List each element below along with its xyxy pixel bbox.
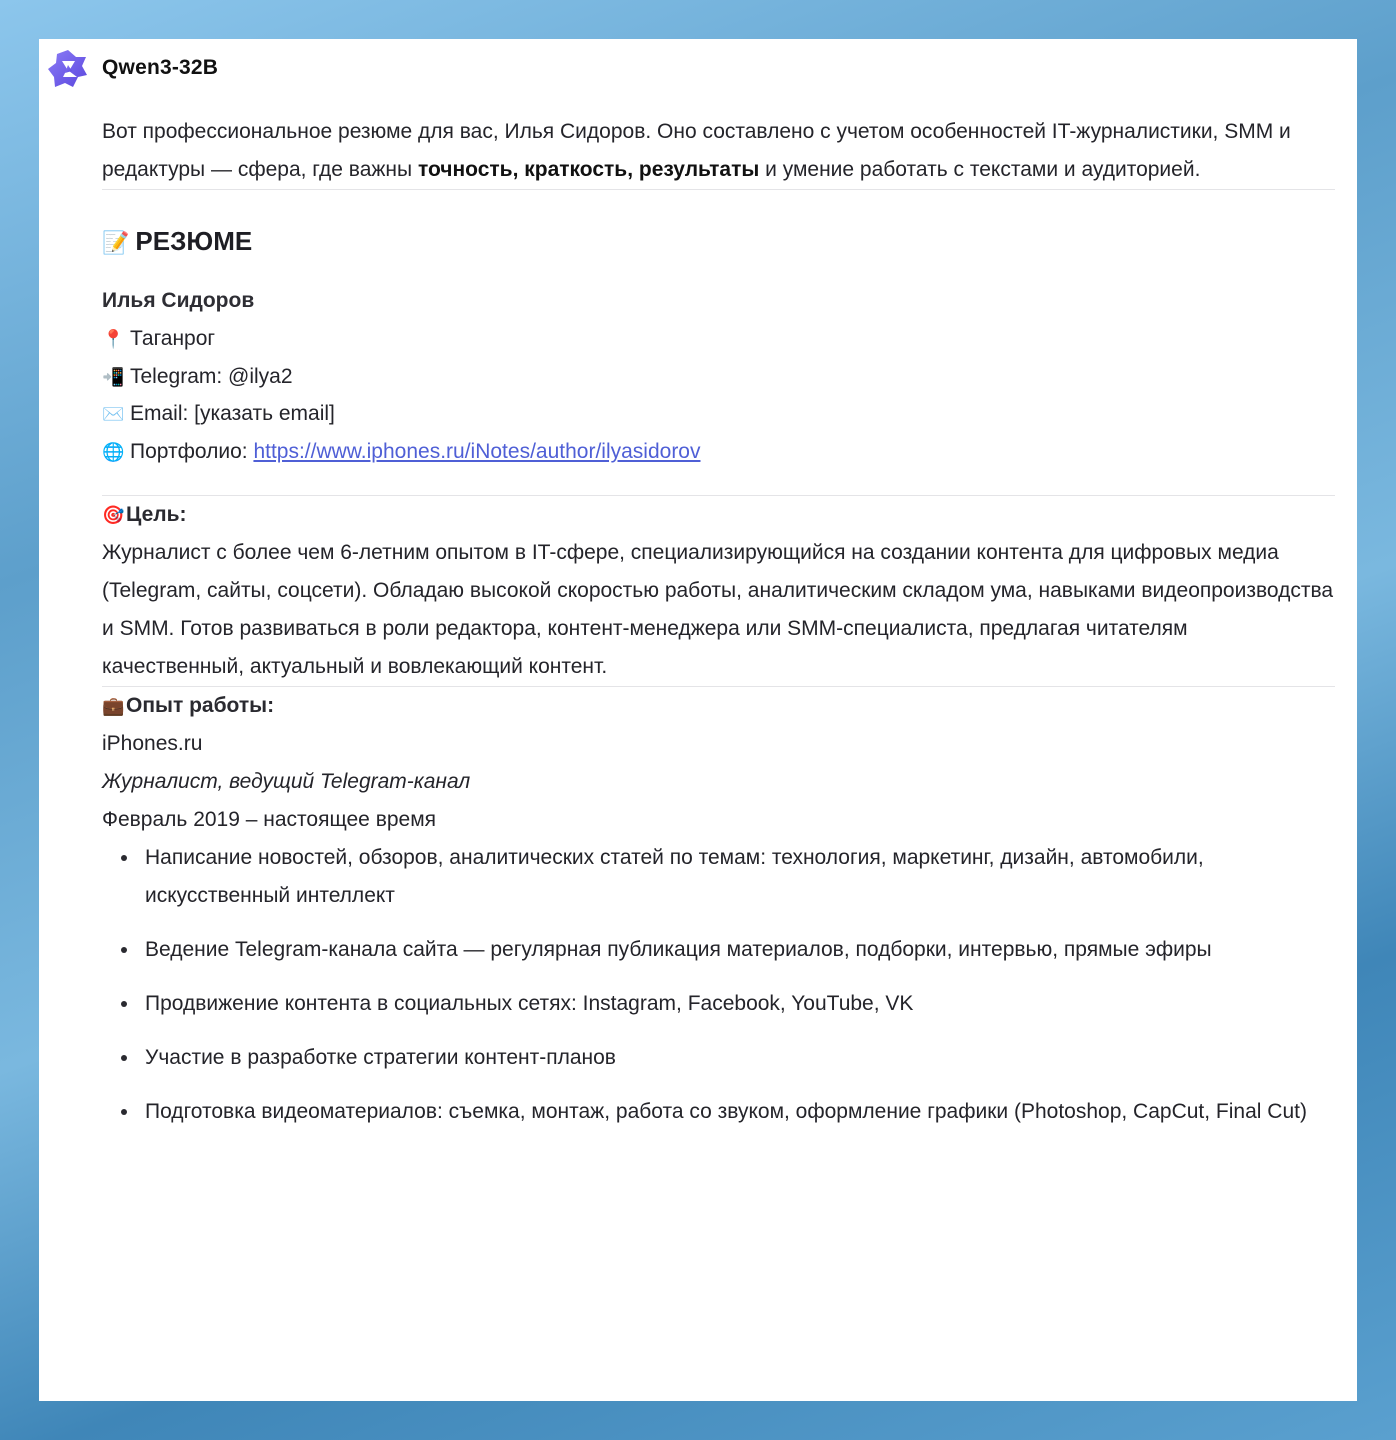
intro-paragraph xyxy=(102,113,1335,189)
contact-telegram xyxy=(102,358,1335,396)
telegram-text: Telegram: @ilya2 xyxy=(130,364,293,388)
briefcase-icon: 💼 xyxy=(102,695,125,716)
goal-title: Цель: xyxy=(126,502,187,526)
duties-list xyxy=(102,839,1335,1131)
phone-icon: 📲 xyxy=(102,366,125,387)
resume-title: РЕЗЮМЕ xyxy=(135,226,253,256)
experience-heading xyxy=(102,687,1335,725)
pin-icon: 📍 xyxy=(102,329,125,349)
candidate-name: Илья Сидоров xyxy=(102,289,255,312)
globe-icon: 🌐 xyxy=(102,442,125,463)
qwen-logo-icon xyxy=(45,47,91,93)
memo-icon: 📝 xyxy=(102,230,130,255)
list-item: Подготовка видеоматериалов: съемка, монтаж, работа со звуком, оформление графики (Photoshop, CapCut, Final Cut) xyxy=(145,1093,1335,1131)
intro-bold: точность, краткость, результаты xyxy=(417,158,760,181)
list-item: Продвижение контента в социальных сетях: Instagram, Facebook, YouTube, VK xyxy=(145,985,1335,1023)
list-item: Участие в разработке стратегии контент-планов xyxy=(145,1039,1335,1077)
divider xyxy=(102,189,1335,190)
experience-title: Опыт работы: xyxy=(126,693,275,717)
intro-text-after: и умение работать с текстами и аудиторией. xyxy=(759,158,1201,181)
list-item: Написание новостей, обзоров, аналитических статей по темам: технология, маркетинг, дизайн, автомобили, искусственный интеллект xyxy=(145,839,1335,915)
contact-email xyxy=(102,395,1335,433)
goal-text: Журналист с более чем 6-летним опытом в IT-сфере, специализирующийся на создании контента для цифровых медиа (Telegram, сайты, соцсети). Обладаю высокой скоростью работы, аналитическим складом ума, навыками видеопроизводства и SMM. Готов развиваться в роли редактора, контент-менеджера или SMM-специалиста, предлагая читателям качественный, актуальный и вовлекающий контент. xyxy=(102,540,1334,678)
location-text: Таганрог xyxy=(130,327,216,350)
job-role: Журналист, ведущий Telegram-канал xyxy=(102,769,471,793)
message-header xyxy=(39,39,1357,109)
portfolio-link[interactable]: https://www.iphones.ru/iNotes/author/ilyasidorov xyxy=(253,440,701,464)
chat-message-card xyxy=(39,39,1357,1401)
target-icon: 🎯 xyxy=(102,504,125,525)
portfolio-label: Портфолио: xyxy=(130,440,254,464)
email-text: Email: [указать email] xyxy=(130,402,335,426)
intro-text-before: Вот профессиональное резюме для вас, Илья Сидоров. Оно составлено с учетом особенностей IT-журналистики, SMM и редактуры — сфера, где важны xyxy=(102,120,1291,181)
company-name: iPhones.ru xyxy=(102,731,203,755)
contact-location xyxy=(102,320,1335,358)
message-content xyxy=(102,113,1335,1147)
resume-heading xyxy=(102,222,1335,262)
goal-heading xyxy=(102,496,1335,534)
contact-list xyxy=(102,320,1335,471)
list-item: Ведение Telegram-канала сайта — регулярная публикация материалов, подборки, интервью, прямые эфиры xyxy=(145,931,1335,969)
model-name: Qwen3-32B xyxy=(102,56,219,79)
job-period: Февраль 2019 – настоящее время xyxy=(102,807,437,831)
envelope-icon: ✉️ xyxy=(102,404,125,425)
contact-portfolio xyxy=(102,433,1335,471)
